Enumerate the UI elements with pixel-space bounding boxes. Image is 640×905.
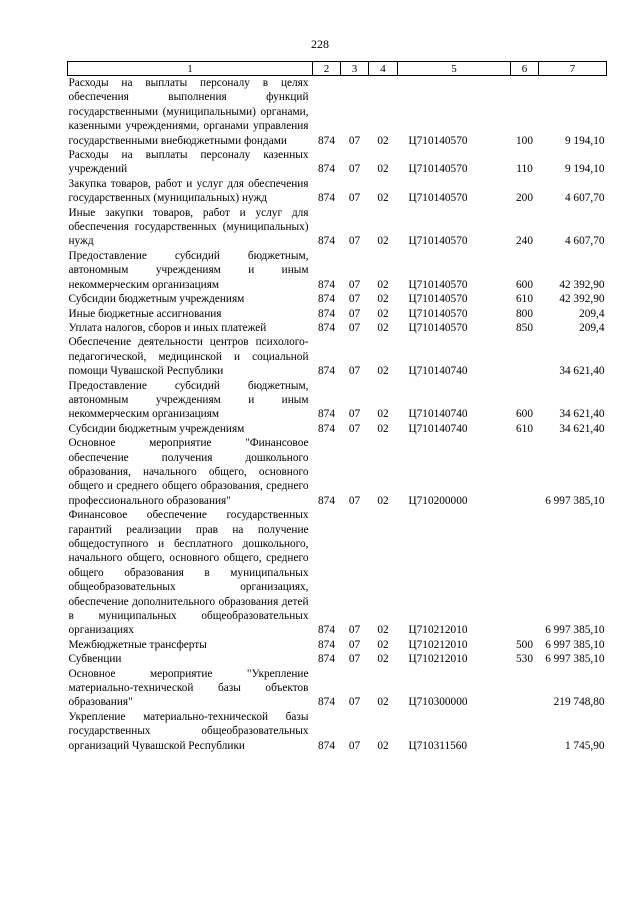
row-amount: 1 745,90	[564, 739, 605, 752]
row-subsection: 02	[377, 653, 389, 666]
table-row	[68, 638, 607, 652]
row-target-code: Ц710300000	[408, 696, 468, 709]
row-expense-type	[511, 710, 539, 753]
row-amount: 4 607,70	[564, 192, 605, 205]
table-row	[68, 148, 607, 177]
row-amount: 4 607,70	[564, 235, 605, 248]
table-row	[68, 667, 607, 710]
row-section: 07	[348, 321, 361, 334]
row-amount: 34 621,40	[559, 365, 605, 378]
table-row	[68, 652, 607, 666]
table-row	[68, 249, 607, 292]
row-target-code: Ц710140570	[408, 235, 468, 248]
row-target-code: Ц710140740	[408, 408, 468, 421]
budget-table	[67, 61, 607, 753]
row-subsection: 02	[377, 321, 389, 334]
row-target-code: Ц710140570	[408, 307, 468, 320]
row-expense-type: 600	[516, 278, 533, 291]
row-subsection: 02	[377, 192, 389, 205]
row-name: Обеспечение деятельности центров психолого-педагогической, медицинской и социальной помощи Чувашской Республики	[68, 336, 309, 378]
page-number: 228	[311, 37, 329, 51]
row-target-code: Ц710140570	[408, 134, 468, 147]
row-admin-code: 874	[318, 365, 335, 378]
row-name: Иные бюджетные ассигнования	[68, 307, 222, 320]
row-expense-type: 610	[516, 422, 533, 435]
row-section: 07	[348, 134, 361, 147]
row-target-code: Ц710200000	[408, 494, 468, 507]
row-amount: 6 997 385,10	[545, 494, 605, 507]
table-row	[68, 508, 607, 638]
table-row	[68, 710, 607, 753]
row-admin-code: 874	[318, 653, 335, 666]
row-section: 07	[348, 638, 361, 651]
row-expense-type: 110	[516, 163, 533, 176]
row-admin-code: 874	[318, 638, 335, 651]
row-admin-code: 874	[318, 696, 335, 709]
row-target-code: Ц710140570	[408, 163, 468, 176]
row-amount: 6 997 385,10	[545, 653, 605, 666]
row-name: Предоставление субсидий бюджетным, автономным учреждениям и иным некоммерческим организациям	[68, 379, 309, 421]
row-section: 07	[348, 307, 361, 320]
row-subsection: 02	[377, 163, 389, 176]
row-name: Расходы на выплаты персоналу в целях обеспечения выполнения функций государственными (муниципальными) органами, казенными учреждениями, органами управления государственными внебюджетными фондами	[68, 77, 309, 147]
row-amount: 42 392,90	[559, 278, 605, 291]
row-admin-code: 874	[318, 307, 335, 320]
row-admin-code: 874	[318, 134, 335, 147]
row-name: Иные закупки товаров, работ и услуг для обеспечения государственных (муниципальных) нужд	[68, 206, 309, 248]
row-name: Основное мероприятие "Укрепление материально-технической базы объектов образования"	[68, 667, 309, 709]
row-expense-type	[511, 508, 539, 638]
row-amount: 219 748,80	[553, 696, 605, 709]
row-admin-code: 874	[318, 494, 335, 507]
row-name: Укрепление материально-технической базы государственных общеобразовательных организаций Чувашской Республики	[68, 710, 309, 752]
table-header-row	[68, 62, 607, 76]
row-section: 07	[348, 624, 361, 637]
row-target-code: Ц710140570	[408, 293, 468, 306]
row-name: Финансовое обеспечение государственных гарантий реализации прав на получение общедоступного и бесплатного дошкольного, начального общего, основного общего, среднего общего образования в муниципальных общеобразовательных организациях, обеспечение дополнительного образования детей в муниципальных общеобразовательных организациях	[68, 509, 309, 637]
row-section: 07	[348, 494, 361, 507]
row-admin-code: 874	[318, 408, 335, 421]
row-section: 07	[348, 235, 361, 248]
column-header: 1	[68, 62, 313, 76]
row-subsection: 02	[377, 365, 389, 378]
column-header: 7	[539, 62, 607, 76]
row-subsection: 02	[377, 278, 389, 291]
row-section: 07	[348, 696, 361, 709]
row-name: Субсидии бюджетным учреждениям	[68, 422, 245, 435]
row-section: 07	[348, 408, 361, 421]
row-subsection: 02	[377, 696, 389, 709]
row-expense-type: 240	[516, 235, 533, 248]
row-section: 07	[348, 192, 361, 205]
row-admin-code: 874	[318, 422, 335, 435]
row-expense-type: 530	[516, 653, 533, 666]
table-row	[68, 436, 607, 508]
row-name: Субсидии бюджетным учреждениям	[68, 293, 245, 306]
row-subsection: 02	[377, 293, 389, 306]
table-row	[68, 422, 607, 436]
row-subsection: 02	[377, 307, 389, 320]
row-section: 07	[348, 293, 361, 306]
row-name: Расходы на выплаты персоналу казенных учреждений	[68, 149, 309, 176]
row-expense-type: 100	[516, 134, 533, 147]
row-expense-type: 610	[516, 293, 533, 306]
table-row	[68, 307, 607, 321]
row-amount: 34 621,40	[559, 408, 605, 421]
row-admin-code: 874	[318, 278, 335, 291]
row-target-code: Ц710140570	[408, 192, 468, 205]
table-row	[68, 379, 607, 422]
row-name: Уплата налогов, сборов и иных платежей	[68, 321, 267, 334]
row-subsection: 02	[377, 494, 389, 507]
row-subsection: 02	[377, 134, 389, 147]
row-section: 07	[348, 163, 361, 176]
table-row	[68, 335, 607, 378]
row-target-code: Ц710212010	[408, 624, 468, 637]
table-row	[68, 292, 607, 306]
row-subsection: 02	[377, 408, 389, 421]
column-header: 2	[313, 62, 341, 76]
row-admin-code: 874	[318, 624, 335, 637]
row-amount: 209,4	[579, 307, 605, 320]
row-section: 07	[348, 422, 361, 435]
row-amount: 6 997 385,10	[545, 624, 605, 637]
table-body	[68, 76, 607, 754]
row-expense-type	[511, 436, 539, 508]
table-row	[68, 76, 607, 149]
row-subsection: 02	[377, 235, 389, 248]
row-expense-type: 500	[516, 638, 533, 651]
row-admin-code: 874	[318, 192, 335, 205]
row-target-code: Ц710140570	[408, 278, 468, 291]
column-header: 4	[369, 62, 398, 76]
row-amount: 6 997 385,10	[545, 638, 605, 651]
table-row	[68, 206, 607, 249]
row-expense-type	[511, 667, 539, 710]
row-subsection: 02	[377, 624, 389, 637]
row-name: Закупка товаров, работ и услуг для обеспечения государственных (муниципальных) нужд	[68, 177, 309, 205]
table-row	[68, 321, 607, 335]
row-admin-code: 874	[318, 163, 335, 176]
row-expense-type: 850	[516, 321, 533, 334]
row-subsection: 02	[377, 739, 389, 752]
column-header: 5	[398, 62, 511, 76]
row-section: 07	[348, 739, 361, 752]
row-name: Субвенции	[68, 653, 122, 666]
row-target-code: Ц710140740	[408, 365, 468, 378]
row-target-code: Ц710140570	[408, 321, 468, 334]
column-header: 3	[341, 62, 369, 76]
column-header: 6	[511, 62, 539, 76]
row-expense-type: 800	[516, 307, 533, 320]
row-target-code: Ц710140740	[408, 422, 468, 435]
row-amount: 9 194,10	[564, 134, 605, 147]
row-amount: 9 194,10	[564, 163, 605, 176]
row-expense-type: 200	[516, 192, 533, 205]
row-section: 07	[348, 278, 361, 291]
row-name: Межбюджетные трансферты	[68, 638, 207, 651]
row-admin-code: 874	[318, 293, 335, 306]
row-section: 07	[348, 653, 361, 666]
row-target-code: Ц710212010	[408, 653, 468, 666]
row-name: Основное мероприятие "Финансовое обеспечение получения дошкольного образования, начального общего, основного общего и среднего общего образования, среднего профессионального образования"	[68, 437, 309, 507]
row-admin-code: 874	[318, 235, 335, 248]
row-section: 07	[348, 365, 361, 378]
row-amount: 34 621,40	[559, 422, 605, 435]
row-admin-code: 874	[318, 321, 335, 334]
row-expense-type: 600	[516, 408, 533, 421]
row-name: Предоставление субсидий бюджетным, автономным учреждениям и иным некоммерческим организациям	[68, 249, 309, 291]
row-admin-code: 874	[318, 739, 335, 752]
row-expense-type	[511, 335, 539, 378]
row-subsection: 02	[377, 638, 389, 651]
row-target-code: Ц710212010	[408, 638, 468, 651]
table-row	[68, 177, 607, 206]
row-subsection: 02	[377, 422, 389, 435]
row-target-code: Ц710311560	[408, 739, 468, 752]
row-amount: 42 392,90	[559, 293, 605, 306]
row-amount: 209,4	[579, 321, 605, 334]
